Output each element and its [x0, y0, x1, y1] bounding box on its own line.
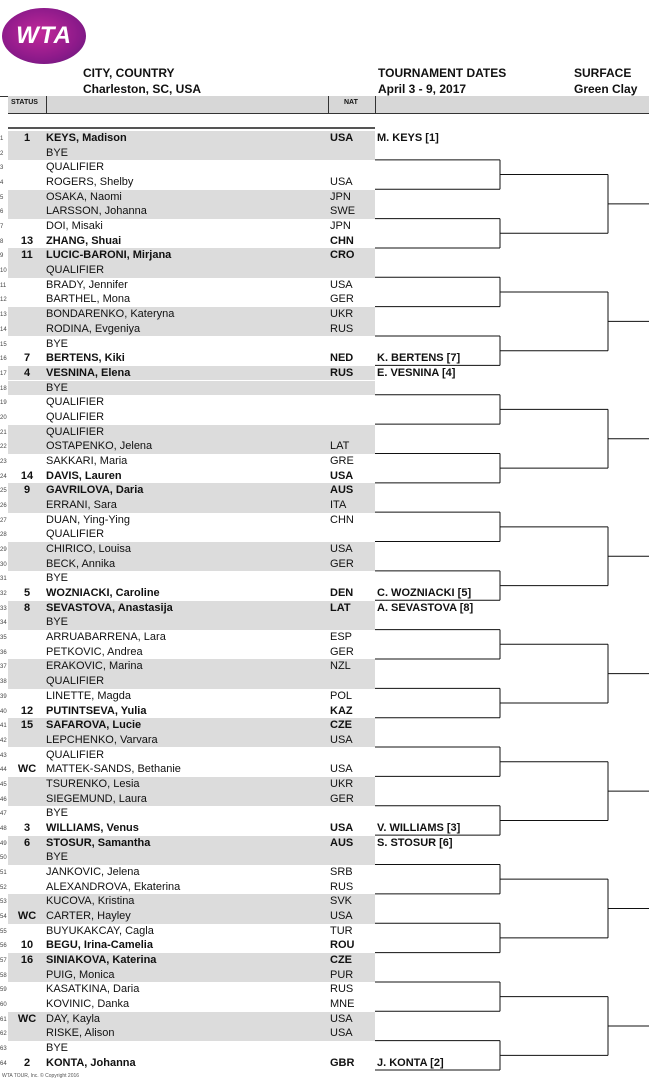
player-name: VESNINA, Elena [46, 366, 131, 379]
player-name: SEVASTOVA, Anastasija [46, 601, 173, 614]
draw-position: 29 [0, 547, 7, 554]
player-name: BYE [46, 851, 69, 864]
draw-position: 57 [0, 958, 7, 965]
city-label: CITY, COUNTRY [83, 66, 175, 80]
round2-entry: C. WOZNIACKI [5] [377, 587, 472, 600]
player-nat: USA [330, 469, 354, 482]
player-nat: USA [330, 132, 354, 144]
draw-position: 59 [0, 987, 7, 994]
player-nat: RUS [330, 983, 354, 996]
player-nat: JPN [330, 220, 351, 233]
player-name: KASATKINA, Daria [46, 983, 140, 996]
draw-position: 34 [0, 620, 7, 627]
player-nat: UKR [330, 308, 354, 321]
seed-status: WC [17, 1012, 37, 1025]
draw-position: 56 [0, 943, 7, 950]
surface-value: Green Clay [574, 82, 638, 96]
surface-label: SURFACE [574, 66, 632, 80]
copyright-footer: WTA TOUR, Inc. © Copyright 2016 [2, 1073, 80, 1079]
seed-status: WC [17, 910, 37, 923]
player-name: QUALIFIER [46, 528, 105, 541]
draw-position: 50 [0, 855, 7, 862]
player-nat: KAZ [330, 704, 353, 717]
draw-position: 1 [0, 136, 4, 142]
player-name: BYE [46, 337, 69, 350]
round2-entry: M. KEYS [1] [377, 132, 439, 144]
player-name: BYE [46, 807, 69, 820]
seed-status: 6 [23, 836, 31, 849]
player-nat: USA [330, 176, 353, 189]
draw-position: 7 [0, 224, 4, 231]
player-nat: PUR [330, 968, 354, 981]
player-name: ERAKOVIC, Marina [46, 660, 143, 673]
player-name: SAFAROVA, Lucie [46, 719, 142, 732]
player-nat: NED [330, 352, 354, 365]
player-nat: SWE [330, 205, 356, 218]
player-nat: LAT [330, 601, 351, 614]
player-name: DAY, Kayla [46, 1012, 101, 1025]
draw-position: 47 [0, 811, 7, 818]
draw-position: 2 [0, 150, 4, 157]
player-nat: GER [330, 557, 354, 570]
player-name: PETKOVIC, Andrea [46, 645, 143, 658]
draw-position: 19 [0, 400, 7, 407]
player-name: SIEGEMUND, Laura [46, 792, 147, 805]
player-nat: GER [330, 645, 354, 658]
player-name: QUALIFIER [46, 161, 105, 174]
logo-text: WTA [16, 22, 72, 49]
player-nat: GER [330, 293, 354, 306]
player-nat: GER [330, 792, 354, 805]
draw-position: 60 [0, 1002, 7, 1009]
draw-position: 20 [0, 414, 7, 421]
player-name: BERTENS, Kiki [46, 352, 125, 365]
player-name: BYE [46, 146, 69, 159]
draw-position: 6 [0, 209, 4, 216]
player-nat: CZE [330, 954, 352, 967]
draw-position: 18 [0, 385, 7, 392]
player-name: KOVINIC, Danka [46, 998, 130, 1011]
draw-position: 52 [0, 884, 7, 891]
player-nat: MNE [330, 998, 355, 1011]
player-name: QUALIFIER [46, 410, 105, 423]
player-name: QUALIFIER [46, 264, 105, 277]
player-name: GAVRILOVA, Daria [46, 484, 144, 497]
draw-position: 24 [0, 473, 7, 480]
draw-position: 21 [0, 429, 7, 436]
draw-position: 33 [0, 605, 7, 612]
seed-status: 5 [23, 587, 31, 600]
draw-position: 14 [0, 326, 7, 333]
draw-position: 10 [0, 268, 7, 275]
player-name: CARTER, Hayley [46, 910, 131, 923]
round2-entry: J. KONTA [2] [377, 1056, 444, 1069]
player-name: BECK, Annika [46, 557, 116, 570]
draw-position: 43 [0, 752, 7, 759]
draw-position: 3 [0, 165, 4, 172]
seed-status: 7 [23, 352, 31, 365]
draw-position: 54 [0, 914, 7, 921]
player-nat: USA [330, 763, 353, 776]
player-name: DAVIS, Lauren [46, 469, 122, 482]
player-name: LEPCHENKO, Varvara [46, 733, 158, 746]
draw-position: 64 [0, 1060, 7, 1067]
player-name: WILLIAMS, Venus [46, 821, 139, 834]
draw-position: 27 [0, 517, 7, 524]
draw-position: 63 [0, 1046, 7, 1053]
draw-position: 40 [0, 708, 7, 715]
seed-status: 12 [20, 704, 34, 717]
player-nat: RUS [330, 880, 354, 893]
draw-position: 51 [0, 870, 7, 876]
player-nat: RUS [330, 366, 354, 379]
player-name: WOZNIACKI, Caroline [46, 587, 160, 600]
round2-entry: A. SEVASTOVA [8] [377, 601, 474, 614]
seed-status: 13 [20, 234, 34, 247]
player-nat: AUS [330, 836, 354, 849]
draw-position: 41 [0, 723, 7, 730]
player-name: ROGERS, Shelby [46, 176, 134, 189]
seed-status: 1 [23, 132, 31, 144]
player-name: LUCIC-BARONI, Mirjana [46, 249, 172, 262]
draw-position: 15 [0, 341, 7, 348]
player-name: KUCOVA, Kristina [46, 895, 135, 908]
player-name: JANKOVIC, Jelena [46, 866, 140, 878]
seed-status: 2 [23, 1056, 31, 1069]
draw-position: 25 [0, 488, 7, 495]
draw-position: 8 [0, 238, 4, 245]
draw-position: 36 [0, 649, 7, 656]
player-nat: AUS [330, 484, 354, 497]
seed-status: 16 [20, 954, 34, 967]
player-name: BEGU, Irina-Camelia [46, 939, 153, 952]
player-nat: USA [330, 821, 354, 834]
round2-entry: K. BERTENS [7] [377, 352, 461, 365]
player-name: BONDARENKO, Kateryna [46, 308, 175, 321]
player-name: DUAN, Ying-Ying [46, 513, 130, 526]
player-name: ALEXANDROVA, Ekaterina [46, 880, 181, 893]
draw-position: 37 [0, 664, 7, 671]
draw-position: 5 [0, 194, 4, 201]
player-nat: GBR [330, 1056, 355, 1069]
player-nat: USA [330, 1027, 353, 1040]
draw-position: 13 [0, 312, 7, 319]
player-name: RODINA, Evgeniya [46, 322, 141, 335]
player-name: SAKKARI, Maria [46, 454, 128, 467]
player-nat: CZE [330, 719, 352, 732]
draw-position: 42 [0, 737, 7, 744]
draw-position: 58 [0, 972, 7, 979]
player-name: DOI, Misaki [46, 220, 103, 233]
round2-entry: S. STOSUR [6] [377, 836, 453, 849]
dates-label: TOURNAMENT DATES [378, 66, 507, 80]
player-name: LINETTE, Magda [46, 689, 131, 702]
player-nat: CHN [330, 513, 354, 526]
city-value: Charleston, SC, USA [83, 82, 202, 96]
player-nat: POL [330, 689, 353, 702]
draw-position: 45 [0, 781, 7, 788]
player-name: ARRUABARRENA, Lara [46, 631, 166, 644]
draw-position: 26 [0, 503, 7, 509]
draw-position: 38 [0, 679, 7, 686]
draw-position: 32 [0, 591, 7, 598]
player-name: KONTA, Johanna [46, 1056, 136, 1069]
seed-status: 14 [20, 469, 34, 482]
player-name: MATTEK-SANDS, Bethanie [46, 763, 181, 776]
seed-status: 8 [23, 601, 31, 614]
seed-status: WC [17, 763, 37, 776]
draw-position: 61 [0, 1016, 7, 1023]
player-name: BYE [46, 616, 69, 629]
player-name: RISKE, Alison [46, 1027, 115, 1040]
round2-entry: E. VESNINA [4] [377, 366, 456, 379]
draw-position: 53 [0, 899, 7, 906]
dates-value: April 3 - 9, 2017 [378, 82, 467, 96]
draw-position: 12 [0, 297, 7, 304]
player-name: BYE [46, 381, 69, 394]
player-name: BRADY, Jennifer [46, 278, 128, 291]
seed-status: 10 [20, 939, 34, 952]
draw-position: 46 [0, 796, 7, 803]
player-nat: TUR [330, 924, 353, 937]
player-nat: JPN [330, 190, 351, 203]
seed-status: 4 [23, 366, 31, 379]
player-nat: NZL [330, 660, 351, 673]
draw-position: 39 [0, 693, 7, 700]
player-nat: USA [330, 1012, 353, 1025]
draw-position: 62 [0, 1031, 7, 1038]
player-name: PUIG, Monica [46, 968, 115, 981]
round2-entry: V. WILLIAMS [3] [377, 821, 461, 834]
player-nat: GRE [330, 454, 354, 467]
seed-status: 11 [21, 249, 33, 262]
player-name: LARSSON, Johanna [46, 205, 147, 218]
player-name: QUALIFIER [46, 675, 105, 688]
player-name: OSAKA, Naomi [46, 190, 122, 203]
status-column-header: STATUS [11, 99, 38, 106]
player-name: SINIAKOVA, Katerina [46, 954, 157, 967]
nat-column-header: NAT [344, 99, 358, 106]
seed-status: 9 [23, 484, 31, 497]
player-nat: CRO [330, 249, 355, 262]
player-nat: UKR [330, 777, 354, 790]
player-nat: USA [330, 543, 353, 556]
draw-position: 35 [0, 635, 7, 642]
player-nat: RUS [330, 322, 354, 335]
player-name: CHIRICO, Louisa [46, 543, 131, 556]
draw-position: 23 [0, 458, 7, 465]
draw-position: 17 [0, 370, 7, 377]
draw-position: 16 [0, 356, 7, 363]
draw-position: 9 [0, 253, 4, 260]
player-nat: USA [330, 910, 353, 923]
player-nat: USA [330, 278, 353, 291]
player-name: TSURENKO, Lesia [46, 777, 140, 790]
player-name: BYE [46, 1042, 69, 1055]
draw-position: 11 [0, 282, 7, 289]
player-name: QUALIFIER [46, 396, 105, 409]
draw-position: 4 [0, 180, 4, 187]
player-name: BARTHEL, Mona [46, 293, 131, 306]
player-name: ZHANG, Shuai [46, 234, 122, 247]
draw-position: 49 [0, 840, 7, 847]
draw-position: 30 [0, 561, 7, 568]
player-name: OSTAPENKO, Jelena [46, 440, 153, 453]
player-name: QUALIFIER [46, 748, 105, 761]
player-nat: DEN [330, 587, 354, 600]
player-name: STOSUR, Samantha [46, 836, 151, 849]
player-name: PUTINTSEVA, Yulia [46, 704, 147, 717]
player-name: ERRANI, Sara [46, 499, 117, 511]
draw-position: 44 [0, 767, 7, 774]
draw-position: 55 [0, 928, 7, 935]
seed-status: 15 [20, 719, 34, 732]
player-nat: SRB [330, 866, 353, 878]
draw-position: 31 [0, 576, 7, 583]
player-name: KEYS, Madison [46, 132, 127, 144]
player-nat: ESP [330, 631, 353, 644]
player-name: BYE [46, 572, 69, 585]
player-nat: ITA [330, 499, 347, 511]
draw-position: 22 [0, 444, 7, 451]
draw-position: 48 [0, 825, 7, 832]
player-nat: SVK [330, 895, 353, 908]
player-nat: ROU [330, 939, 355, 952]
player-nat: USA [330, 733, 353, 746]
player-name: BUYUKAKCAY, Cagla [46, 924, 154, 937]
player-name: QUALIFIER [46, 425, 105, 438]
seed-status: 3 [23, 821, 31, 834]
player-nat: LAT [330, 440, 350, 453]
draw-position: 28 [0, 532, 7, 539]
player-nat: CHN [330, 234, 354, 247]
